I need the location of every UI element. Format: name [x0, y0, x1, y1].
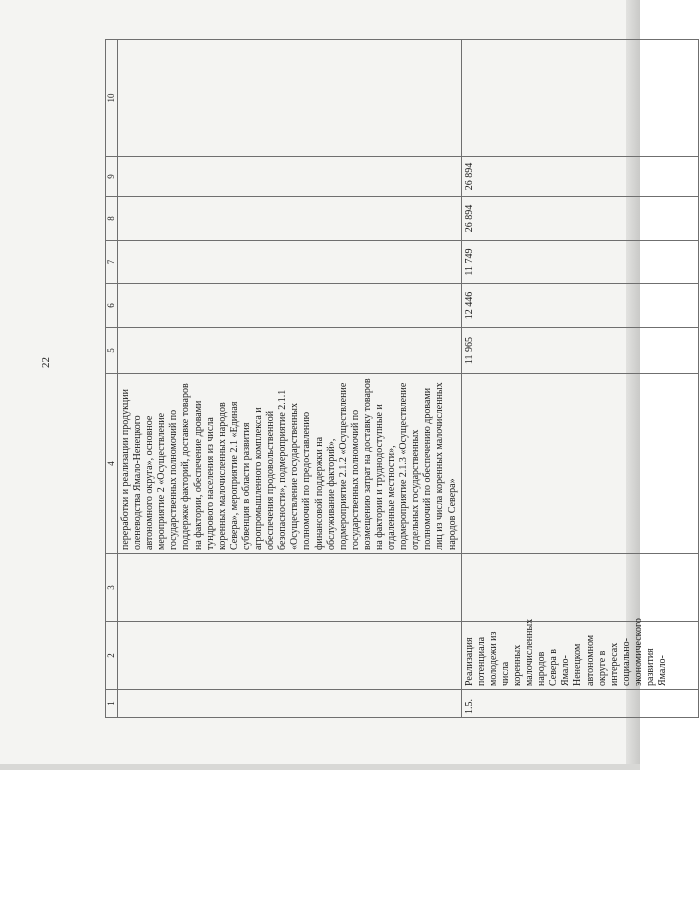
- header-cell: 1: [106, 690, 118, 718]
- col3-cell: [461, 554, 698, 622]
- header-cell: 4: [106, 374, 118, 554]
- description-cell: переработки и реализации продукции оленеводства Ямало-Ненецкого автономного округа», основное мероприятие 2 «Осуществление государственных полномочий по поддержке факторий, доставке товаров на фактории, обеспечение дровами тундрового населения из числа коренных малочисленных народов Севера», мероприятие 2.1 «Единая субвенция в области развития агропромышленного комплекса и обеспечения продовольственной безопасности», подмероприятие 2.1.1 «Осуществление государственных полномочий по предоставлению финансовой поддержки на обслуживание факторий», подмероприятие 2.1.2 «Осуществление государственных полномочий по возмещению затрат на доставку товаров на фактории и труднодоступные и отдаленные местности», подмероприятие 2.1.3 «Осуществление отдельных государственных полномочий по обеспечению дровами лиц из числа коренных малочисленных народов Севера»: [118, 374, 462, 554]
- value-cell: [118, 284, 462, 328]
- value-cell: 26 894: [461, 157, 698, 197]
- scan-bottom-edge: [0, 764, 640, 770]
- header-cell: 10: [106, 40, 118, 157]
- col10-cell: [461, 40, 698, 157]
- value-cell: 12 446: [461, 284, 698, 328]
- value-cell: 26 894: [461, 197, 698, 241]
- program-table: [105, 39, 699, 718]
- value-cell: 11 749: [461, 241, 698, 284]
- value-cell: [118, 197, 462, 241]
- value-cell: [118, 328, 462, 374]
- row-number-cell: 1.5.: [461, 690, 698, 718]
- header-cell: 6: [106, 284, 118, 328]
- row-number-cell: [118, 690, 462, 718]
- col10-cell: [118, 40, 462, 157]
- col3-cell: [118, 554, 462, 622]
- value-cell: 11 965: [461, 328, 698, 374]
- table-row: [118, 40, 462, 718]
- header-cell: 7: [106, 241, 118, 284]
- description-cell: [461, 374, 698, 554]
- rotated-table-container: [105, 40, 669, 718]
- header-cell: 2: [106, 622, 118, 690]
- header-cell: 3: [106, 554, 118, 622]
- table-row: [461, 40, 698, 718]
- header-row: [106, 40, 118, 718]
- name-cell: [118, 622, 462, 690]
- header-cell: 9: [106, 157, 118, 197]
- name-cell: Реализация потенциала молодежи из числа коренных малочисленных народов Севера в Ямало-Ненецком автономном округе в интересах социально-экономического развития Ямало-: [461, 622, 698, 690]
- header-cell: 8: [106, 197, 118, 241]
- value-cell: [118, 157, 462, 197]
- page-number: 22: [40, 357, 52, 368]
- value-cell: [118, 241, 462, 284]
- header-cell: 5: [106, 328, 118, 374]
